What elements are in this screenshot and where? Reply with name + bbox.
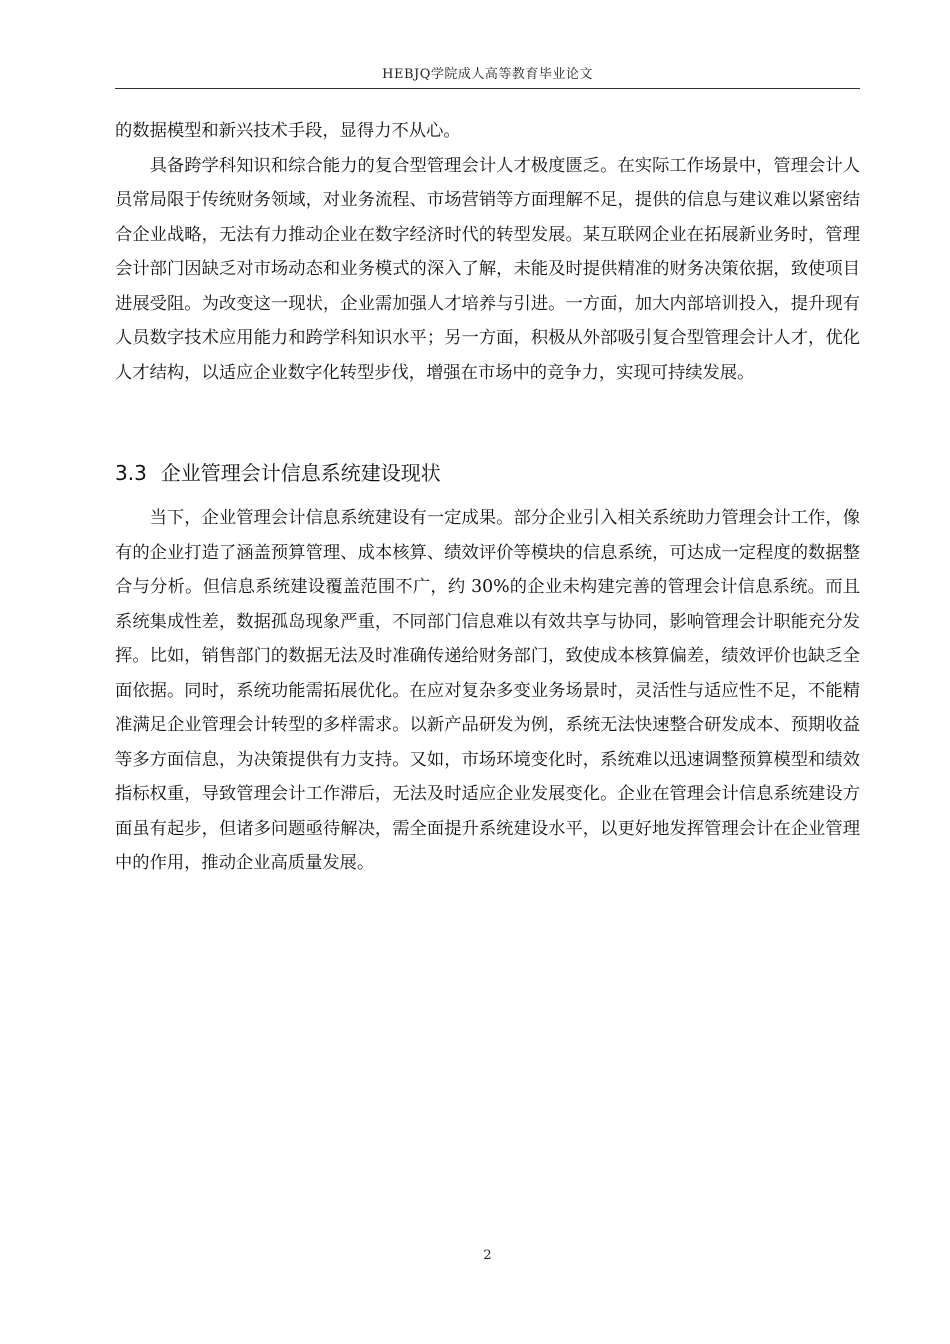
section-number: 3.3 [115, 461, 147, 485]
talent-paragraph: 具备跨学科知识和综合能力的复合型管理会计人才极度匮乏。在实际工作场景中，管理会计人员常局限于传统财务领域，对业务流程、市场营销等方面理解不足，提供的信息与建议难以紧密结合企业战略，无法有力推动企业在数字经济时代的转型发展。某互联网企业在拓展新业务时，管理会计部门因缺乏对市场动态和业务模式的深入了解，未能及时提供精准的财务决策依据，致使项目进展受阻。为改变这一现状，企业需加强人才培养与引进。一方面，加大内部培训投入，提升现有人员数字技术应用能力和跨学科知识水平；另一方面，积极从外部吸引复合型管理会计人才，优化人才结构，以适应企业数字化转型步伐，增强在市场中的竞争力，实现可持续发展。 [115, 155, 860, 383]
system-paragraph: 当下，企业管理会计信息系统建设有一定成果。部分企业引入相关系统助力管理会计工作，像有的企业打造了涵盖预算管理、成本核算、绩效评价等模块的信息系统，可达成一定程度的数据整合与分析。但信息系统建设覆盖范围不广，约 30%的企业未构建完善的管理会计信息系统。而且系统集成性差，数据孤岛现象严重，不同部门信息难以有效共享与协同，影响管理会计职能充分发挥。比如，销售部门的数据无法及时准确传递给财务部门，致使成本核算偏差，绩效评价也缺乏全面依据。同时，系统功能需拓展优化。在应对复杂多变业务场景时，灵活性与适应性不足，不能精准满足企业管理会计转型的多样需求。以新产品研发为例，系统无法快速整合研发成本、预期收益等多方面信息，为决策提供有力支持。又如，市场环境变化时，系统难以迅速调整预算模型和绩效指标权重，导致管理会计工作滞后，无法及时适应企业发展变化。企业在管理会计信息系统建设方面虽有起步，但诸多问题亟待解决，需全面提升系统建设水平，以更好地发挥管理会计在企业管理中的作用，推动企业高质量发展。 [115, 508, 860, 873]
running-header: HEBJQ学院成人高等教育毕业论文 [382, 67, 593, 82]
header-rule [115, 88, 860, 89]
section-title: 企业管理会计信息系统建设现状 [160, 461, 441, 485]
section-heading [115, 456, 860, 490]
page-number: 2 [483, 1248, 492, 1263]
body-text-top [115, 114, 860, 390]
continuation-paragraph: 的数据模型和新兴技术手段，显得力不从心。 [115, 121, 461, 141]
body-text-section [115, 501, 860, 881]
